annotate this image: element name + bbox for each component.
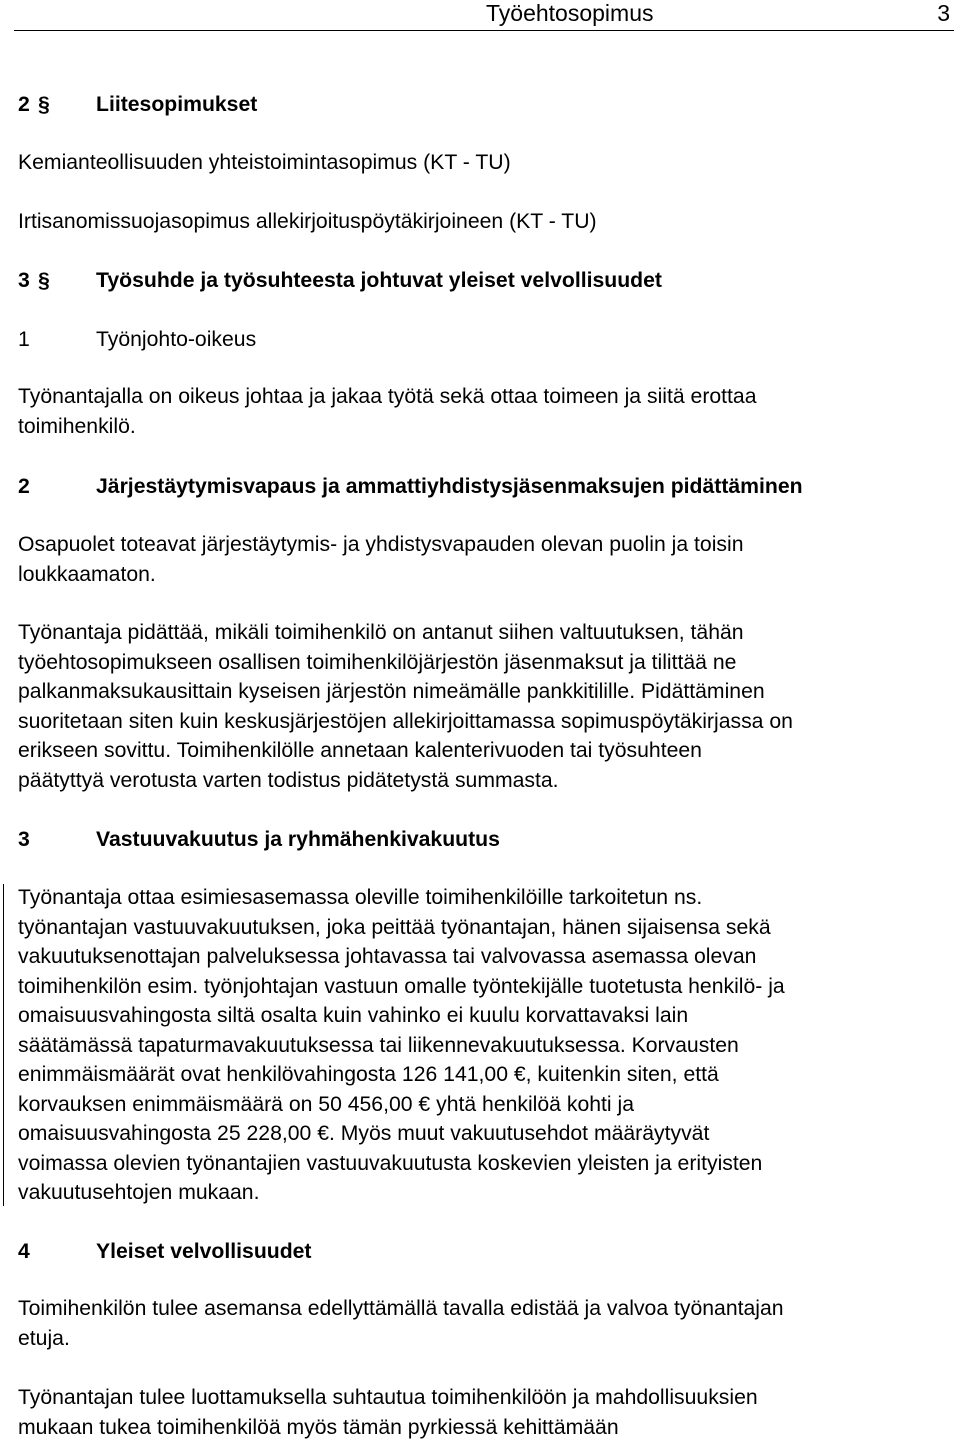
paragraph: Toimihenkilön tulee asemansa edellyttämällä tavalla edistää ja valvoa työnantajan etuja. <box>18 1297 784 1350</box>
paragraph: Työnantaja pidättää, mikäli toimihenkilö on antanut siihen valtuutuksen, tähän työehtosopimukseen osallisen toimihenkilöjärjestön jäsenmaksut ja tilittää ne palkanmaksukausittain kyseisen järjestön nimeämälle pankkitilille. Pidättäminen suoritetaan siten kuin keskusjärjestöjen allekirjoittamassa sopimuspöytäkirjassa on erikseen sovittu. Toimihenkilölle annetaan kalenterivuoden tai työsuhteen päätyttyä verotusta varten todistus pidätetystä summasta. <box>18 621 793 792</box>
paragraph: Työnantaja ottaa esimiesasemassa oleville toimihenkilöille tarkoitetun ns. työnantajan vastuuvakuutuksen, joka peittää työnantajan, hänen sijaisensa sekä vakuutuksenottajan palveluksessa johtavassa tai valvovassa asemassa olevan toimihenkilön esim. työnjohtajan vastuun omalle työntekijälle tuotetusta henkilö- ja omaisuusvahingosta siltä osalta kuin vahinko ei kuulu korvattavaksi lain säätämässä tapaturmavakuutuksessa tai liikennevakuutuksessa. Korvausten enimmäismäärät ovat henkilövahingosta 126 141,00 €, kuitenkin siten, että korvauksen enimmäismäärä on 50 456,00 € yhtä henkilöä kohti ja omaisuusvahingosta 25 228,00 €. Myös muut vakuutusehdot määräytyvät voimassa olevien työnantajien vastuuvakuutusta koskevien yleisten ja erityisten vakuutusehtojen mukaan. <box>18 886 785 1204</box>
page-number: 3 <box>937 0 950 26</box>
annex-item: Irtisanomissuojasopimus allekirjoituspöytäkirjoineen (KT - TU) <box>18 210 597 233</box>
paragraph: Työnantajalla on oikeus johtaa ja jakaa työtä sekä ottaa toimeen ja siitä erottaa toimihenkilö. <box>18 385 757 438</box>
change-bar <box>3 884 4 1206</box>
paragraph: Työnantajan tulee luottamuksella suhtautua toimihenkilöön ja mahdollisuuksien mukaan tukea toimihenkilöä myös tämän pyrkiessä kehittämään <box>18 1386 758 1439</box>
paragraph: Osapuolet toteavat järjestäytymis- ja yhdistysvapauden olevan puolin ja toisin loukkaamaton. <box>18 533 744 586</box>
annex-item: Kemianteollisuuden yhteistoimintasopimus (KT - TU) <box>18 151 511 174</box>
header-title: Työehtosopimus <box>486 0 654 26</box>
page-header <box>14 0 954 31</box>
